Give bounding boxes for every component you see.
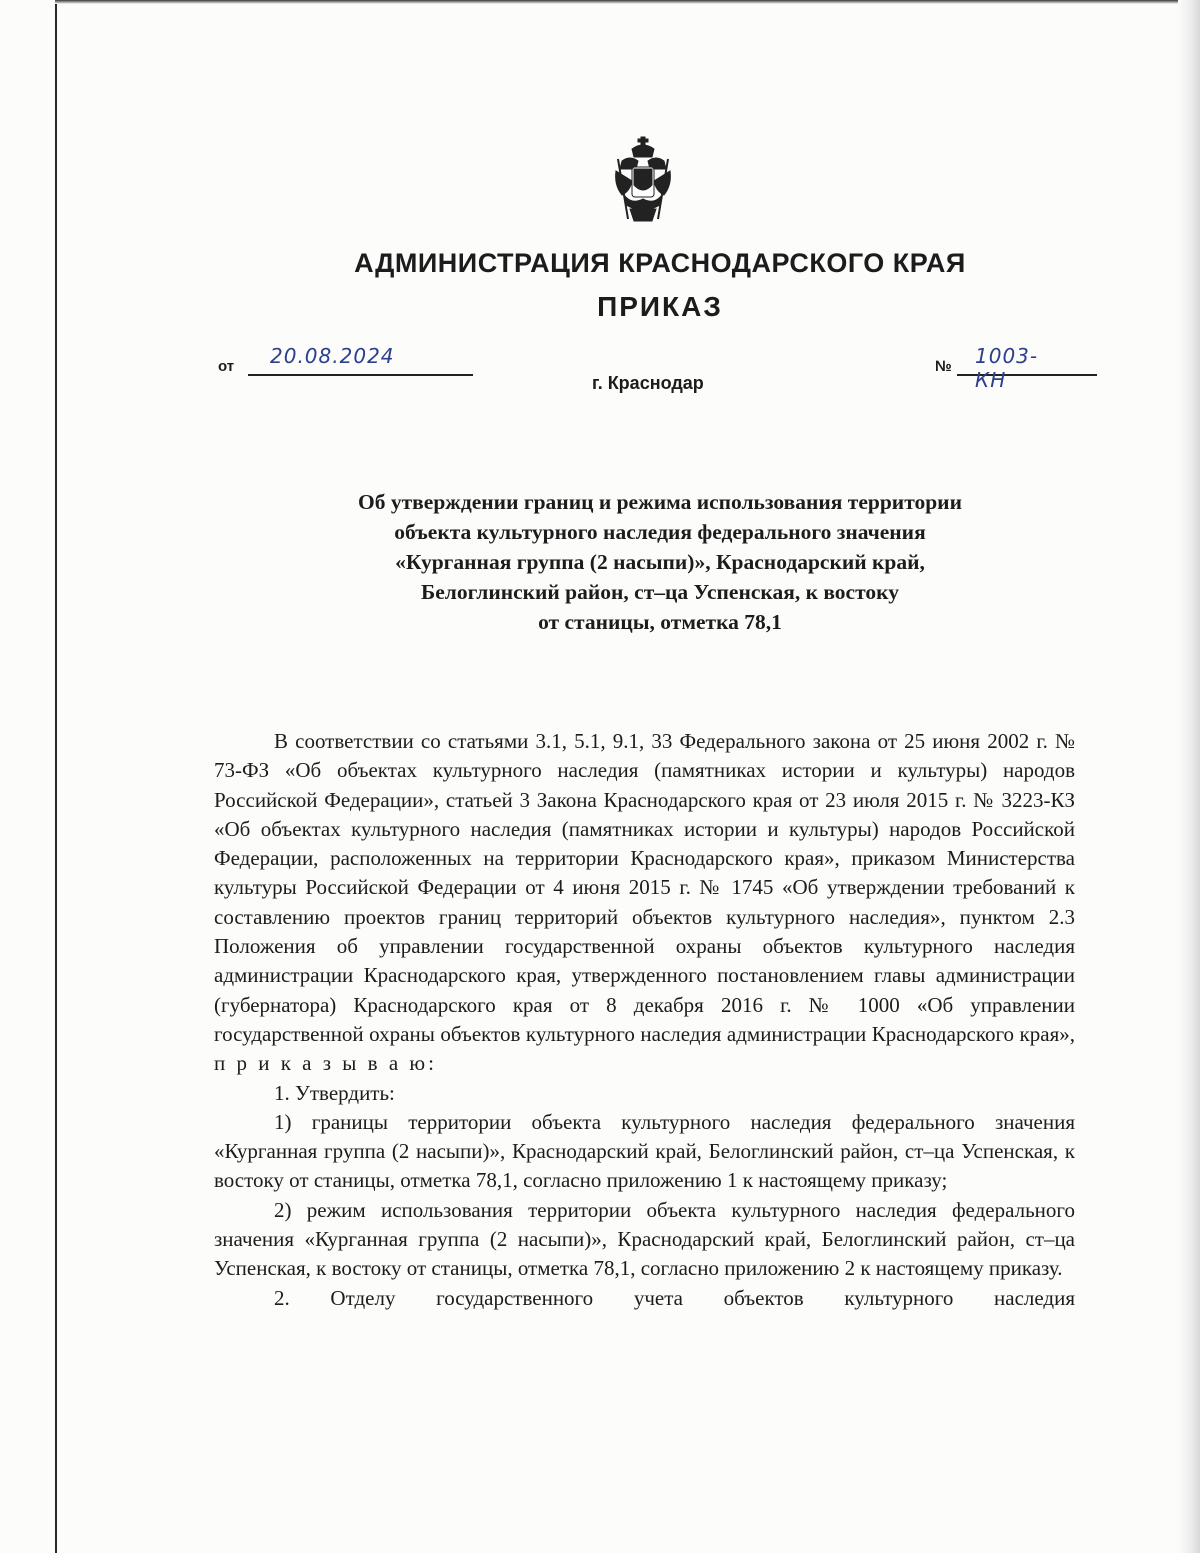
organization-name: АДМИНИСТРАЦИЯ КРАСНОДАРСКОГО КРАЯ — [354, 248, 966, 278]
title-line: «Курганная группа (2 насыпи)», Краснодарский край, — [395, 550, 925, 574]
order-word: п р и к а з ы в а ю: — [214, 1051, 437, 1076]
scan-edge-left — [55, 0, 57, 1553]
document-body — [214, 727, 1075, 1313]
date-handwritten: 20.08.2024 — [270, 344, 395, 368]
number-handwritten: 1003-КН — [975, 344, 1039, 392]
item-1-1: 1) границы территории объекта культурного наследия федерального значения «Курганная группа (2 насыпи)», Краснодарский край, Белоглинский район, ст–ца Успенская, к востоку от станицы, отметка 78,1, согласно приложению 1 к настоящему приказу; — [214, 1109, 1075, 1193]
title-line: объекта культурного наследия федерального значения — [394, 520, 926, 544]
title-line: от станицы, отметка 78,1 — [538, 610, 782, 634]
preamble-text: В соответствии со статьями 3.1, 5.1, 9.1, 33 Федерального закона от 25 июня 2002 г. № 73-ФЗ «Об объектах культурного наследия (памятниках истории и культуры) народов Российской Федерации», статьей 3 Закона Краснодарского края от 23 июля 2015 г. № 3223-КЗ «Об объектах культурного наследия (памятниках истории и культуры) народов Российской Федерации, расположенных на территории Краснодарского края», приказом Министерства культуры Российской Федерации от 4 июня 2015 г. № 1745 «Об утверждении требований к составлению проектов границ территорий объектов культурного наследия», пунктом 2.3 Положения об управлении государственной охраны объектов культурного наследия администрации Краснодарского края, утвержденного постановлением главы администрации (губернатора) Краснодарского края от 8 декабря 2016 г. № 1000 «Об управлении государственной охраны объектов культурного наследия администрации Краснодарского края», — [214, 729, 1075, 1046]
scan-edge-right — [1178, 0, 1200, 1553]
title-line: Об утверждении границ и режима использования территории — [358, 490, 962, 514]
item-2: 2. Отделу государственного учета объектов культурного наследия — [274, 1285, 1075, 1310]
city: г. Краснодар — [592, 373, 704, 393]
date-underline — [248, 374, 473, 376]
coat-of-arms-icon — [612, 135, 674, 223]
preamble-paragraph — [214, 727, 1075, 1079]
item-1: 1. Утвердить: — [274, 1080, 395, 1105]
item-1-2: 2) режим использования территории объекта культурного наследия федерального значения «Курганная группа (2 насыпи)», Краснодарский край, Белоглинский район, ст–ца Успенская, к востоку от станицы, отметка 78,1, согласно приложению 2 к настоящему приказу. — [214, 1197, 1075, 1281]
scan-edge-top — [55, 0, 1200, 4]
date-label: от — [218, 358, 235, 375]
document-type: ПРИКАЗ — [597, 291, 723, 322]
number-label: № — [935, 358, 952, 375]
title-line: Белоглинский район, ст–ца Успенская, к востоку — [421, 580, 899, 604]
document-title — [250, 487, 1070, 637]
